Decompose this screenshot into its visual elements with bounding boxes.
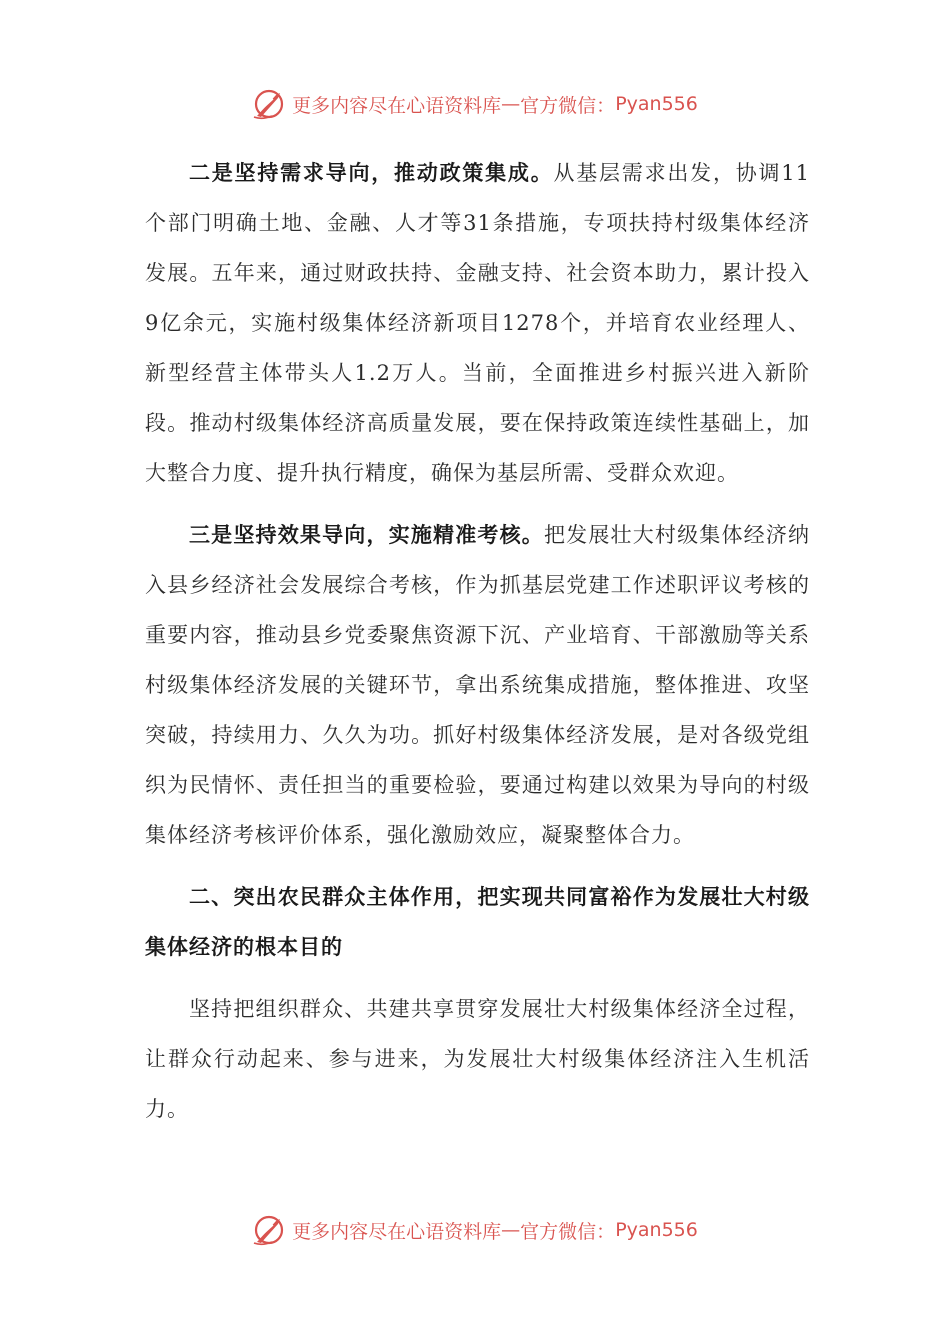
watermark-wechat-id: Pyan556 <box>615 1219 698 1241</box>
watermark-dash: — <box>501 93 521 115</box>
watermark-dash: — <box>501 1219 521 1241</box>
paragraph-organize-masses: 坚持把组织群众、共建共享贯穿发展壮大村级集体经济全过程，让群众行动起来、参与进来，为发展壮大村级集体经济注入生机活力。 <box>145 997 810 1121</box>
quill-logo-icon <box>252 87 286 121</box>
paragraph-body: 把发展壮大村级集体经济纳入县乡经济社会发展综合考核，作为抓基层党建工作述职评议考核的重要内容，推动县乡党委聚焦资源下沉、产业培育、干部激励等关系村级集体经济发展的关键环节，拿出系统集成措施，整体推进、攻坚突破，持续用力、久久为功。抓好村级集体经济发展，是对各级党组织为民情怀、责任担当的重要检验，要通过构建以效果为导向的村级集体经济考核评价体系，强化激励效应，凝聚整体合力。 <box>145 523 811 847</box>
watermark-label: 官方微信： <box>520 94 616 117</box>
quill-logo-icon <box>252 1213 286 1247</box>
watermark-banner-top <box>0 84 950 124</box>
watermark-text: 更多内容尽在心语资料库 <box>292 1220 502 1243</box>
watermark-banner-bottom <box>0 1210 950 1250</box>
paragraph-lead: 三是坚持效果导向，实施精准考核。 <box>189 522 544 547</box>
paragraph-demand-oriented <box>145 148 810 498</box>
paragraph-lead: 二是坚持需求导向，推动政策集成。 <box>189 160 554 185</box>
watermark-wechat-id: Pyan556 <box>615 93 698 115</box>
watermark-label: 官方微信： <box>520 1220 616 1243</box>
document-body <box>145 148 810 1134</box>
section-heading: 二、突出农民群众主体作用，把实现共同富裕作为发展壮大村级集体经济的根本目的 <box>145 884 810 959</box>
paragraph-body: 从基层需求出发，协调11个部门明确土地、金融、人才等31条措施，专项扶持村级集体经济发展。五年来，通过财政扶持、金融支持、社会资本助力，累计投入9亿余元，实施村级集体经济新项目1278个，并培育农业经理人、新型经营主体带头人1.2万人。当前，全面推进乡村振兴进入新阶段。推动村级集体经济高质量发展，要在保持政策连续性基础上，加大整合力度、提升执行精度，确保为基层所需、受群众欢迎。 <box>145 161 810 485</box>
paragraph-effect-oriented <box>145 510 810 860</box>
watermark-text: 更多内容尽在心语资料库 <box>292 94 502 117</box>
